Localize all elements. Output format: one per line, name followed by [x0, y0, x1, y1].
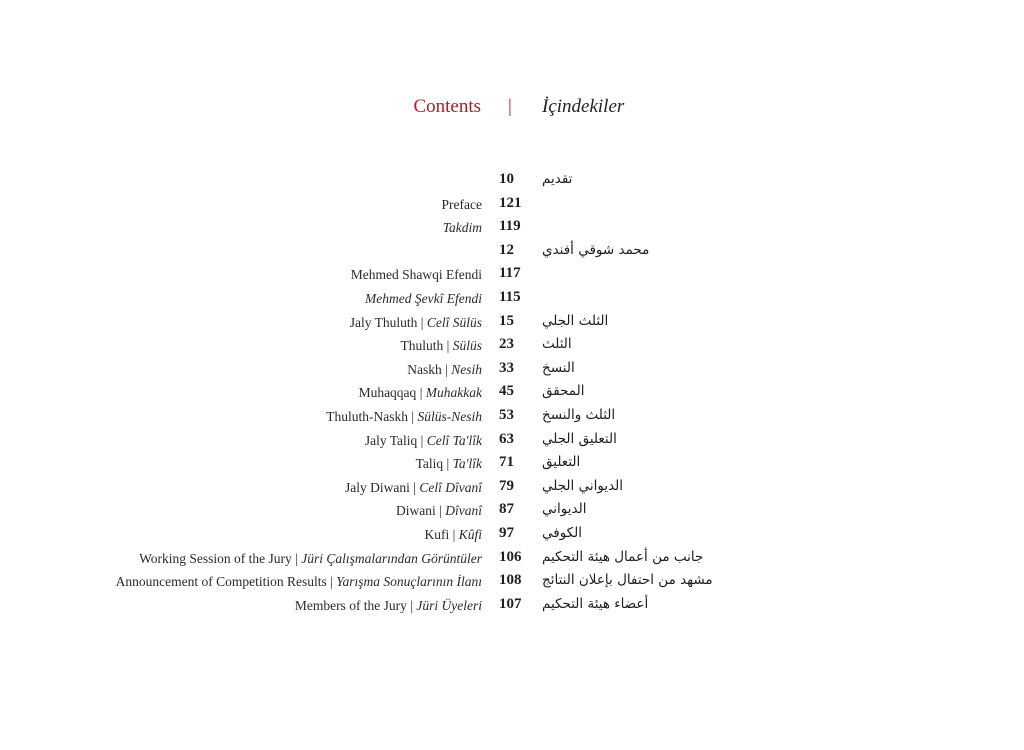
toc-entry-turkish: Jüri Çalışmalarından Görüntüler — [301, 550, 482, 566]
toc-entry-turkish: Celî Sülüs — [426, 314, 482, 330]
toc-entry-arabic: الديواني — [542, 501, 587, 518]
toc-entry-separator: | — [417, 432, 427, 448]
toc-entry-turkish: Muhakkak — [425, 385, 482, 401]
toc-entry[interactable] — [0, 477, 1024, 501]
toc-entry-title — [326, 409, 482, 425]
toc-entry-arabic: الثلث والنسخ — [542, 406, 616, 423]
toc-entry-separator: | — [408, 408, 418, 424]
toc-entry-english: Mehmed Shawqi Efendi — [350, 267, 482, 283]
toc-entry-turkish: Sülüs — [452, 338, 482, 354]
toc-entry-page-number: 121 — [499, 194, 522, 211]
toc-entry-turkish: Yarışma Sonuçlarının İlanı — [336, 574, 482, 590]
toc-entry-english: Kufi — [424, 526, 450, 542]
toc-entry[interactable] — [0, 170, 1024, 194]
toc-entry[interactable] — [0, 335, 1024, 359]
toc-entry-english: Preface — [441, 196, 482, 212]
toc-entry-title — [139, 551, 482, 567]
toc-entry-page-number: 10 — [499, 171, 514, 187]
toc-entry-title — [359, 385, 482, 401]
toc-entry-title — [416, 456, 482, 472]
toc-entry-english: Members of the Jury — [294, 597, 411, 613]
toc-entry[interactable] — [0, 382, 1024, 406]
toc-entry-english: Thuluth-Naskh — [326, 408, 409, 424]
toc-entry[interactable] — [0, 194, 1024, 218]
toc-entry-turkish: Celî Ta'lîk — [426, 432, 482, 448]
toc-entry-turkish: Sülüs-Nesih — [417, 408, 482, 424]
toc-entry-english: Working Session of the Jury — [139, 550, 292, 566]
toc-entry-title — [365, 433, 482, 449]
toc-entry-turkish: Mehmed Şevkî Efendi — [365, 290, 482, 306]
toc-entry-title — [396, 503, 482, 519]
toc-entry-title — [425, 527, 482, 543]
toc-entry[interactable] — [0, 406, 1024, 430]
toc-entry-page-number: 117 — [499, 265, 521, 282]
toc-entry-separator: | — [449, 526, 459, 542]
toc-entry[interactable] — [0, 288, 1024, 312]
toc-entry-english: Announcement of Competition Results — [115, 574, 327, 590]
toc-entry-arabic: التعليق — [542, 454, 581, 471]
toc-entry-arabic: محمد شوقي أفندي — [542, 241, 650, 258]
toc-entry-arabic: الثلث — [542, 336, 572, 353]
toc-entry[interactable] — [0, 524, 1024, 548]
toc-entry-arabic: مشهد من احتفال بإعلان النتائج — [542, 572, 713, 589]
toc-entry-separator: | — [435, 503, 446, 519]
toc-entry-title — [351, 267, 482, 283]
toc-entry-english: Jaly Thuluth — [349, 314, 418, 330]
toc-entry-page-number: 119 — [499, 218, 521, 235]
toc-entry-arabic: جانب من أعمال هيئة التحكيم — [542, 548, 704, 565]
toc-entry-arabic: الكوفي — [542, 524, 582, 541]
toc-entry-turkish: Nesih — [451, 361, 482, 377]
toc-entry-separator: | — [326, 574, 337, 590]
toc-entry-english: Jaly Diwani — [345, 479, 410, 495]
toc-entry[interactable] — [0, 241, 1024, 265]
toc-entry-title — [401, 338, 482, 354]
toc-entry-page-number: 87 — [499, 501, 514, 518]
table-of-contents — [0, 170, 1024, 618]
toc-entry-arabic: النسخ — [542, 359, 575, 376]
toc-entry[interactable] — [0, 359, 1024, 383]
toc-entry-english: Jaly Taliq — [364, 432, 418, 448]
toc-entry-turkish: Jüri Üyeleri — [416, 597, 482, 613]
toc-entry[interactable] — [0, 548, 1024, 572]
toc-entry[interactable] — [0, 571, 1024, 595]
toc-entry-separator: | — [291, 550, 302, 566]
toc-entry[interactable] — [0, 595, 1024, 619]
toc-entry-title — [442, 197, 482, 213]
toc-entry-separator: | — [417, 314, 427, 330]
toc-entry-turkish: Kûfi — [458, 526, 482, 542]
toc-entry-separator: | — [441, 361, 452, 377]
toc-entry-english: Naskh — [407, 361, 442, 377]
toc-entry-arabic: التعليق الجلي — [542, 430, 617, 447]
contents-title-turkish: İçindekiler — [542, 96, 625, 117]
toc-entry-page-number: 79 — [499, 477, 514, 494]
toc-entry-title — [295, 598, 482, 614]
toc-entry-title — [345, 480, 482, 496]
toc-entry-page-number: 53 — [499, 406, 514, 423]
toc-entry-title — [116, 574, 482, 590]
contents-header — [0, 96, 1024, 122]
toc-entry-page-number: 15 — [499, 312, 514, 329]
toc-entry-separator: | — [416, 385, 426, 401]
toc-entry-title — [407, 362, 482, 378]
toc-entry-arabic: تقديم — [542, 171, 573, 187]
toc-entry[interactable] — [0, 312, 1024, 336]
toc-entry-page-number: 107 — [499, 595, 522, 612]
toc-entry-turkish: Celî Dîvanî — [419, 479, 482, 495]
toc-entry-separator: | — [410, 597, 417, 613]
toc-entry-turkish: Ta'lîk — [452, 456, 482, 472]
toc-entry[interactable] — [0, 500, 1024, 524]
toc-entry-separator: | — [443, 456, 453, 472]
toc-entry-page-number: 12 — [499, 241, 514, 258]
toc-entry-english: Diwani — [396, 503, 436, 519]
toc-entry-arabic: أعضاء هيئة التحكيم — [542, 595, 649, 612]
toc-entry[interactable] — [0, 264, 1024, 288]
toc-entry-page-number: 106 — [499, 548, 522, 565]
toc-entry-title — [443, 220, 482, 236]
toc-entry-turkish: Dîvanî — [445, 503, 482, 519]
contents-title-english: Contents — [413, 96, 481, 117]
toc-entry-separator: | — [443, 338, 453, 354]
title-separator: | — [508, 96, 512, 117]
toc-entry-page-number: 63 — [499, 430, 514, 447]
toc-entry-page-number: 108 — [499, 572, 522, 589]
toc-entry-page-number: 45 — [499, 383, 514, 400]
toc-entry-page-number: 115 — [499, 288, 521, 305]
toc-entry-page-number: 23 — [499, 336, 514, 353]
toc-entry-english: Muhaqqaq — [358, 385, 417, 401]
toc-entry-arabic: المحقق — [542, 383, 585, 400]
toc-entry-page-number: 97 — [499, 524, 514, 541]
toc-entry-page-number: 33 — [499, 359, 514, 376]
toc-entry-page-number: 71 — [499, 454, 514, 471]
toc-entry-turkish: Takdim — [442, 220, 482, 236]
toc-entry-title — [365, 291, 482, 307]
toc-entry[interactable] — [0, 217, 1024, 241]
toc-entry-arabic: الديواني الجلي — [542, 477, 624, 494]
toc-entry-english: Thuluth — [400, 338, 444, 354]
toc-entry[interactable] — [0, 430, 1024, 454]
toc-entry-arabic: الثلث الجلي — [542, 312, 609, 329]
toc-entry-separator: | — [409, 479, 420, 495]
toc-entry-english: Taliq — [415, 456, 444, 472]
toc-entry[interactable] — [0, 453, 1024, 477]
toc-entry-title — [350, 315, 482, 331]
